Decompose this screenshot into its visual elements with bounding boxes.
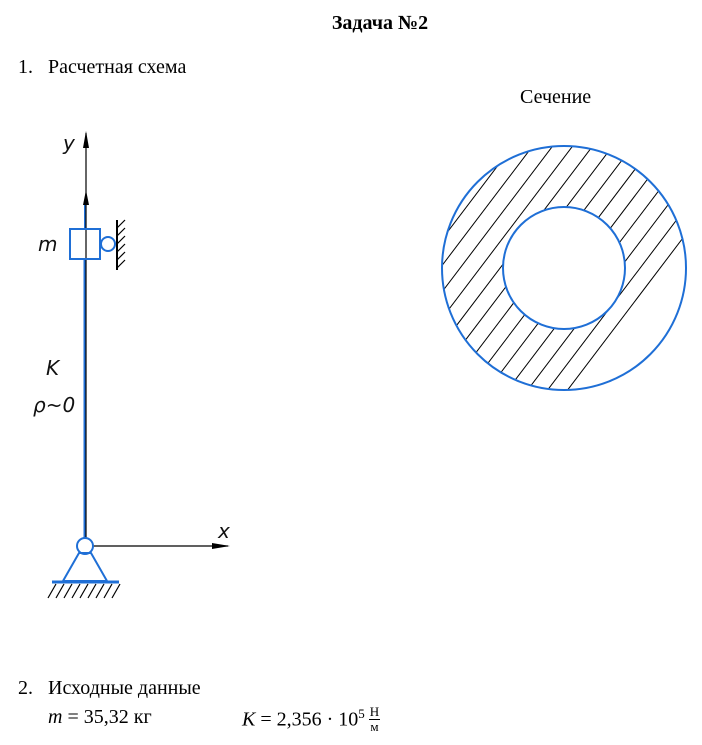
section-number: 2. bbox=[18, 677, 33, 699]
page-title: Задача №2 bbox=[331, 12, 429, 34]
mass-block bbox=[70, 229, 100, 259]
cross-section-label: Сечение bbox=[520, 86, 592, 108]
y-axis-label: y bbox=[63, 131, 75, 155]
roller-support bbox=[101, 237, 115, 251]
x-axis-arrow bbox=[212, 543, 230, 549]
mass-value bbox=[48, 706, 152, 729]
x-axis-label: x bbox=[218, 519, 230, 543]
mass-equation: = 35,32 кг bbox=[62, 706, 152, 728]
density-label: ρ~0 bbox=[33, 393, 76, 417]
stiffness-symbol: K bbox=[242, 708, 256, 731]
stiffness-value bbox=[242, 703, 380, 736]
stiffness-equation: = 2,356 · 10 bbox=[255, 708, 359, 731]
stiffness-label: K bbox=[46, 356, 60, 380]
y-axis-arrow bbox=[83, 131, 89, 148]
section-number: 1. bbox=[18, 56, 33, 78]
section-label: Исходные данные bbox=[48, 677, 201, 699]
unit-numerator: Н bbox=[369, 703, 380, 719]
wall-hatch bbox=[117, 220, 125, 268]
pin-hinge bbox=[77, 538, 93, 554]
section-inner-circle bbox=[503, 207, 625, 329]
unit-denominator: м bbox=[370, 718, 379, 734]
section-label: Расчетная схема bbox=[48, 56, 187, 78]
mass-label: m bbox=[38, 232, 58, 256]
ground-hatch bbox=[48, 584, 120, 598]
cross-section-hatch bbox=[240, 110, 702, 400]
displacement-arrow bbox=[83, 190, 89, 205]
section-outer-circle bbox=[442, 146, 686, 390]
pin-support-triangle bbox=[63, 553, 107, 581]
stiffness-unit bbox=[369, 705, 380, 734]
section-heading-input-data bbox=[18, 677, 201, 700]
stiffness-exponent: 5 bbox=[358, 706, 365, 721]
mass-symbol: m bbox=[48, 706, 63, 728]
